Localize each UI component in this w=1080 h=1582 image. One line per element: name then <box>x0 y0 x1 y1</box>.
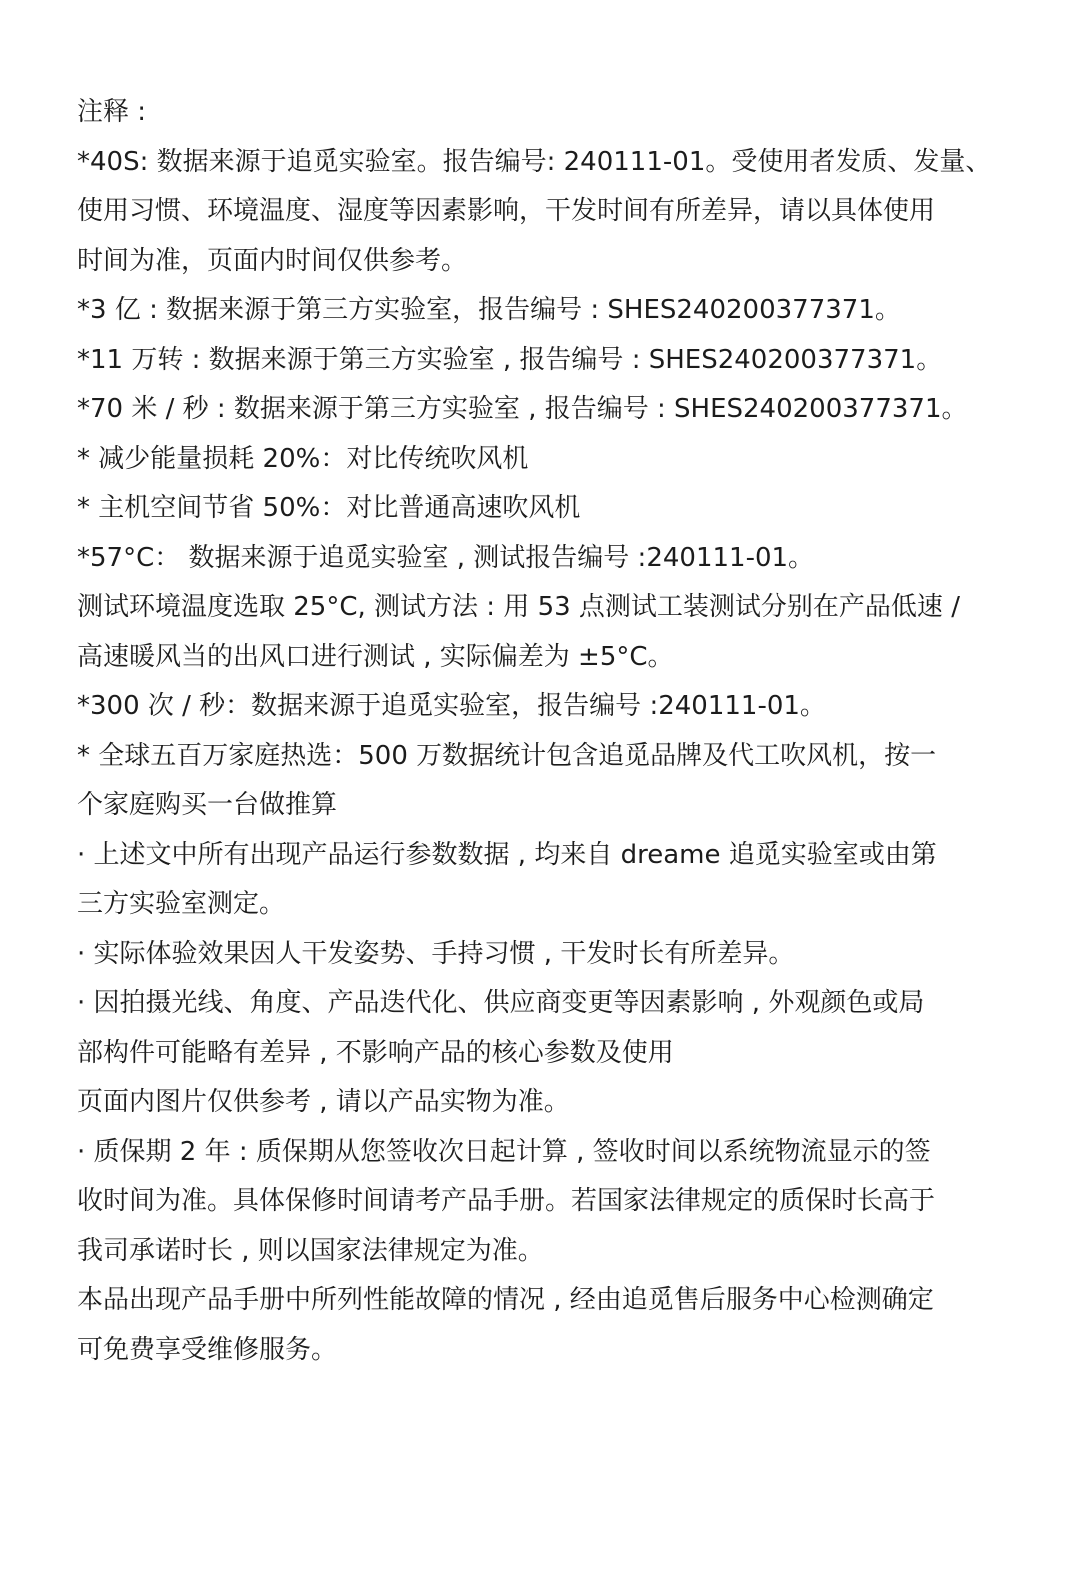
note-line: 可免费享受维修服务。 <box>77 1334 338 1365</box>
note-line: 使用习惯、环境温度、湿度等因素影响，干发时间有所差异，请以具体使用 <box>77 196 936 226</box>
note-line: · 质保期 2 年 : 质保期从您签收次日起计算 , 签收时间以系统物流显示的签 <box>77 1136 931 1167</box>
note-line: 个家庭购买一台做推算 <box>77 790 338 820</box>
note-line: 收时间为准。具体保修时间请考产品手册。若国家法律规定的质保时长高于 <box>77 1186 936 1216</box>
note-line: 我司承诺时长 , 则以国家法律规定为准。 <box>77 1235 544 1266</box>
note-line: 页面内图片仅供参考 , 请以产品实物为准。 <box>77 1087 570 1117</box>
note-line: 三方实验室测定。 <box>77 889 286 919</box>
note-line: *11 万转 : 数据来源于第三方实验室 , 报告编号 : SHES240200377371。 <box>77 344 943 375</box>
note-line: *70 米 / 秒 : 数据来源于第三方实验室 , 报告编号 : SHES240200377371。 <box>77 394 968 424</box>
note-line: * 全球五百万家庭热选：500 万数据统计包含追觅品牌及代工吹风机，按一 <box>77 740 937 771</box>
notes-section <box>77 88 1007 1375</box>
note-line: *3 亿 : 数据来源于第三方实验室，报告编号 : SHES240200377371。 <box>77 295 901 325</box>
note-line: · 实际体验效果因人干发姿势、手持习惯 , 干发时长有所差异。 <box>77 938 795 969</box>
note-line: * 减少能量损耗 20%：对比传统吹风机 <box>77 443 529 474</box>
note-line: 高速暖风当的出风口进行测试 , 实际偏差为 ±5°C。 <box>77 641 674 672</box>
note-line: 本品出现产品手册中所列性能故障的情况 , 经由追觅售后服务中心检测确定 <box>77 1285 934 1315</box>
note-line: · 上述文中所有出现产品运行参数数据 , 均来自 dreame 追觅实验室或由第 <box>77 839 937 870</box>
notes-heading: 注释 : <box>77 97 147 127</box>
note-line: 部构件可能略有差异 , 不影响产品的核心参数及使用 <box>77 1037 674 1068</box>
note-line: * 主机空间节省 50%：对比普通高速吹风机 <box>77 493 581 523</box>
note-line: · 因拍摄光线、角度、产品迭代化、供应商变更等因素影响 , 外观颜色或局 <box>77 988 925 1018</box>
note-line: *300 次 / 秒：数据来源于追觅实验室，报告编号 :240111-01。 <box>77 691 826 721</box>
note-line: 测试环境温度选取 25°C, 测试方法 : 用 53 点测试工装测试分别在产品低速 / <box>77 592 960 622</box>
note-line: *40S: 数据来源于追觅实验室。报告编号: 240111-01。受使用者发质、发量、 <box>77 146 992 177</box>
note-line: 时间为准，页面内时间仅供参考。 <box>77 245 468 276</box>
note-line: *57°C： 数据来源于追觅实验室 , 测试报告编号 :240111-01。 <box>77 542 815 573</box>
